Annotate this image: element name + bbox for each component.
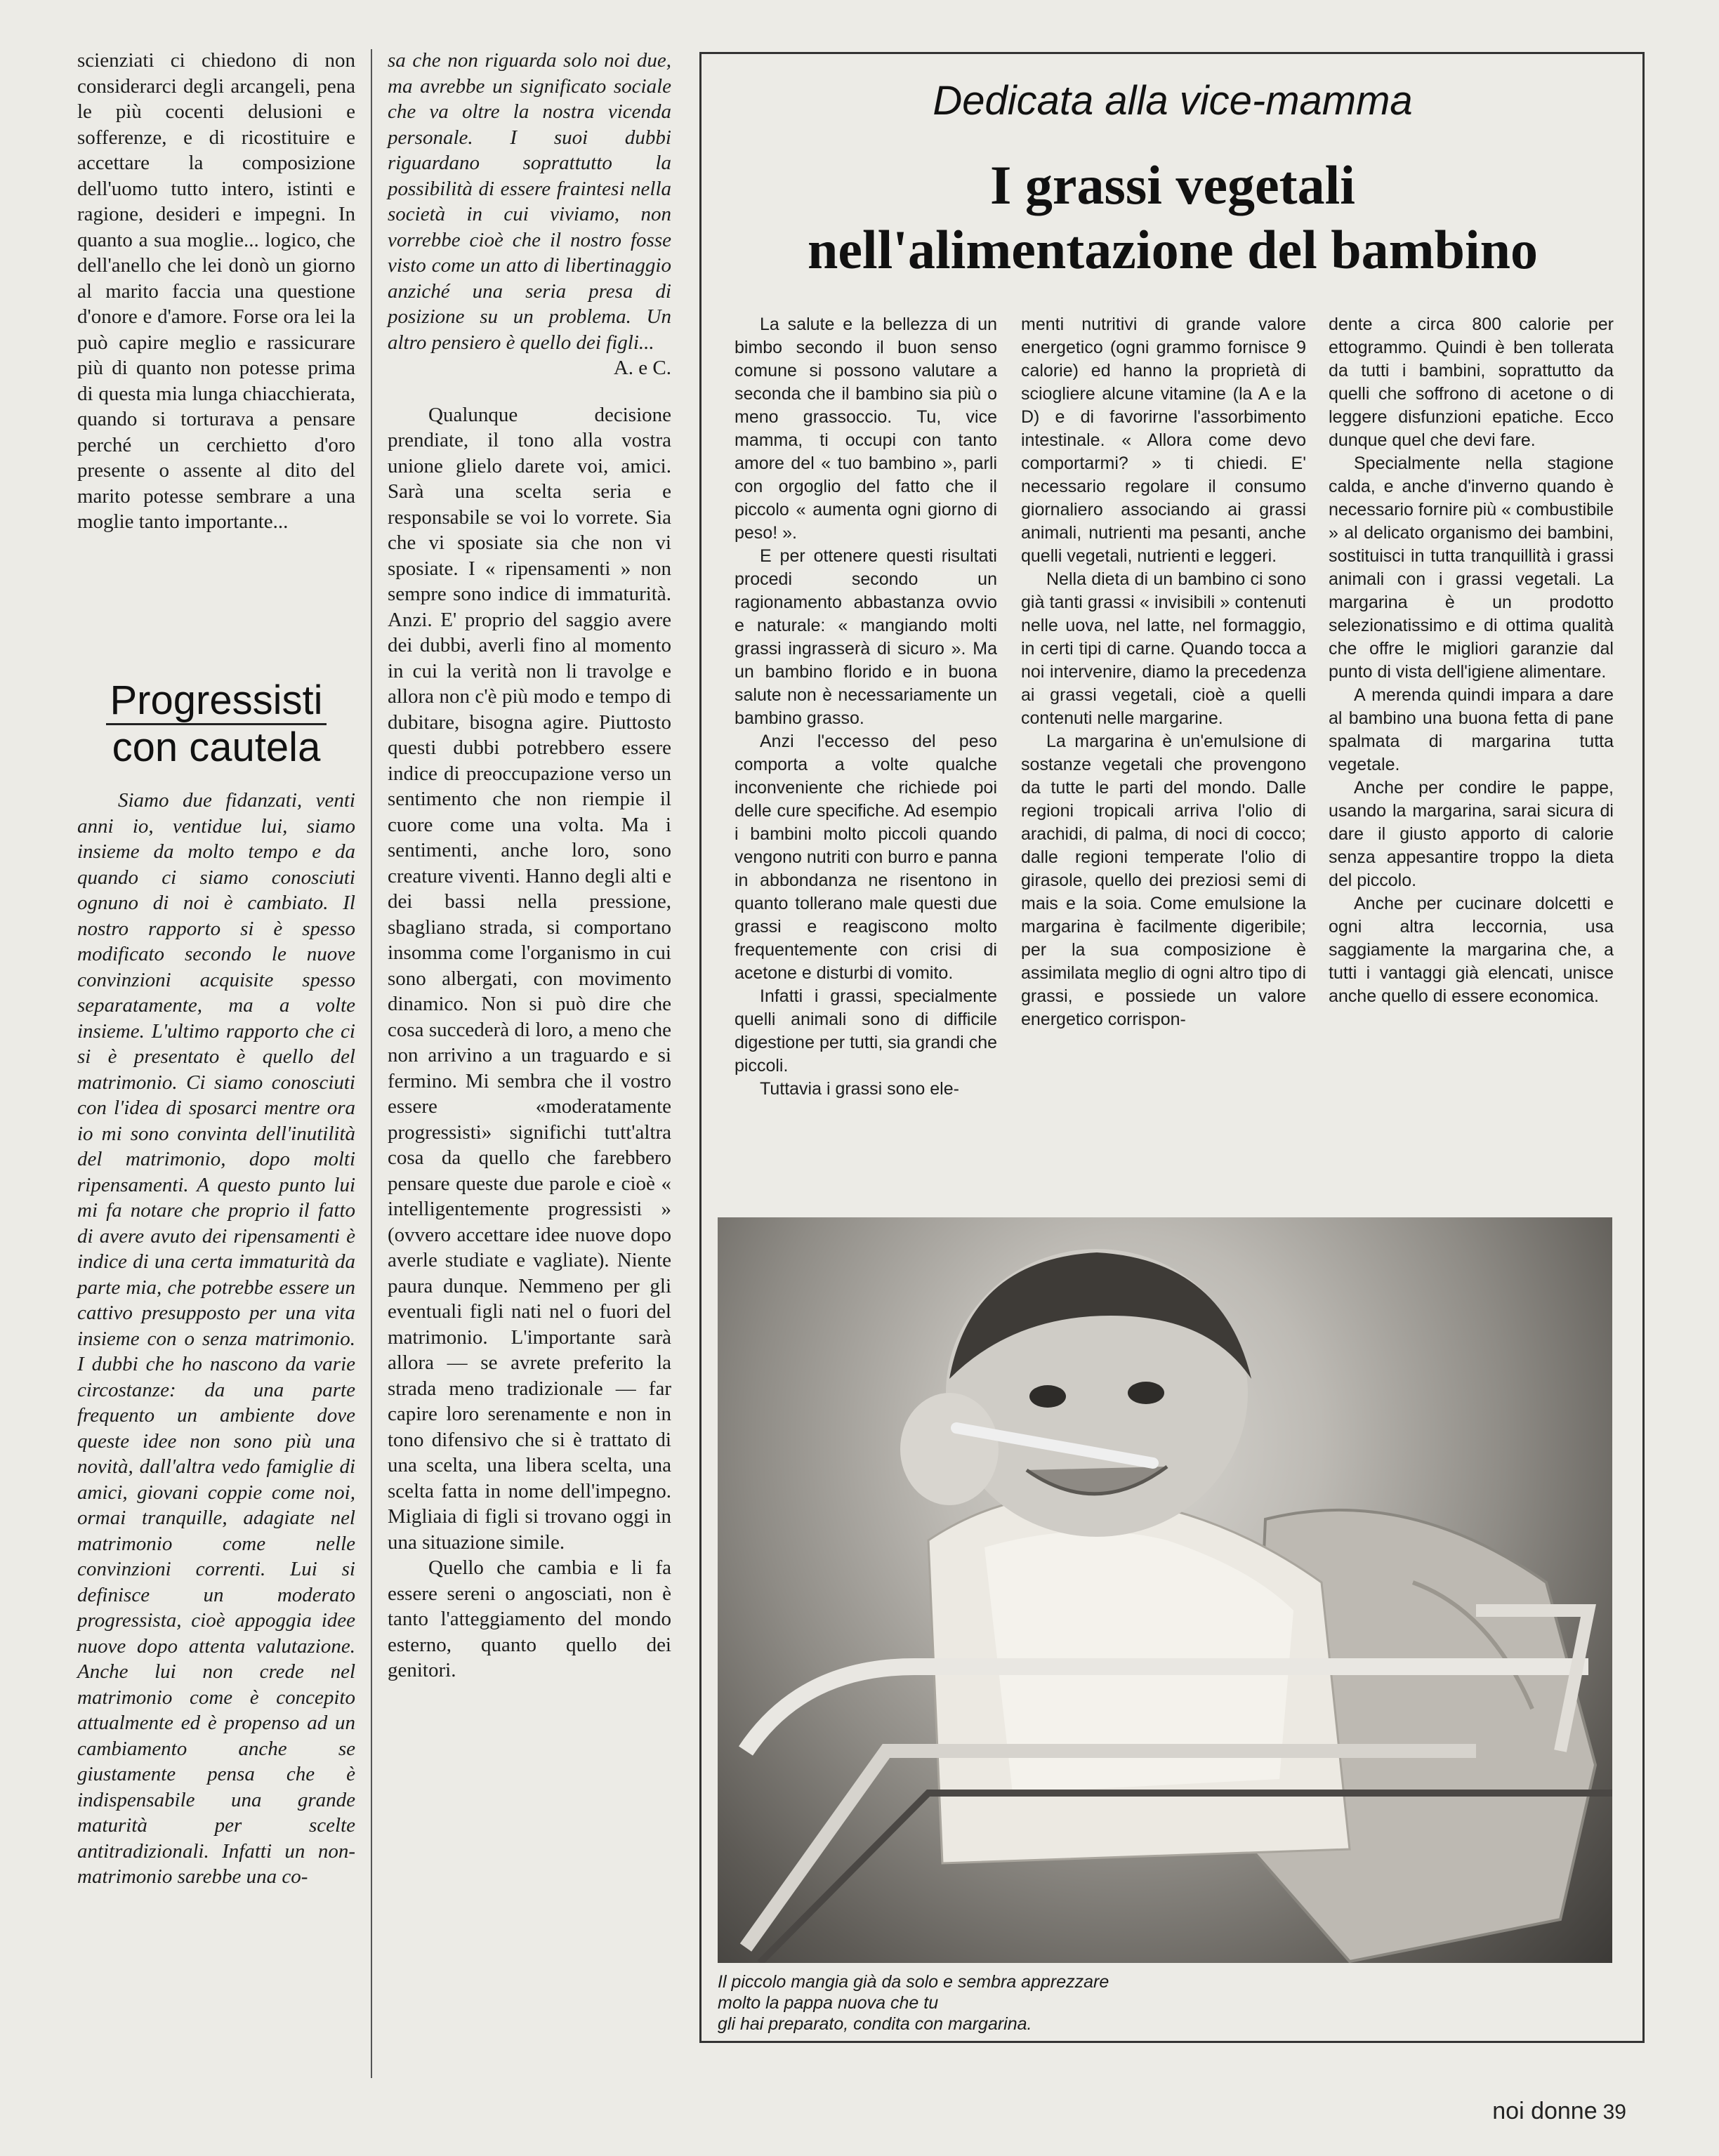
section-heading-line2: con cautela <box>112 725 321 770</box>
article-paragraph: E per ottenere questi risultati procedi secondo un ragionamento abbastanza ovvio e naturale: « mangiando molti grassi ingrasserà di sicuro ». Ma un bambino florido e in buona salute non è necessariamente un bambino grasso. <box>735 546 997 728</box>
caption-line1: Il piccolo mangia già da solo e sembra apprezzare <box>718 1972 1109 1992</box>
reply-paragraph-final: Quello che cambia e li fa essere sereni o angosciati, non è tanto l'atteggiamento del mondo esterno, quanto quello dei genitori. <box>388 1556 671 1681</box>
caption-line2: molto la pappa nuova che tu <box>718 1993 939 2013</box>
article-paragraph: Tuttavia i grassi sono ele- <box>760 1079 959 1099</box>
article-kicker: Dedicata alla vice-mamma <box>933 78 1413 124</box>
article-paragraph: Anzi l'eccesso del peso comporta a volte qualche inconveniente che richiede poi delle cure specifiche. Ad esempio i bambini molto piccoli quando vengono nutriti con burro e panna in abbondanza ne risentono in quanto tollerano male questi due grassi e reagiscono molto frequentemente con crisi di acetone e disturbi di vomito. <box>735 732 997 983</box>
article-paragraph: A merenda quindi impara a dare al bambino una buona fetta di pane spalmata di margarina tutta vegetale. <box>1329 685 1614 774</box>
letter-continuation: sa che non riguarda solo noi due, ma avrebbe un significato sociale che va oltre la nostra vicenda personale. I suoi dubbi riguardano soprattutto la possibilità di essere fraintesi nella società in cui viviamo, non vorrebbe cioè che il nostro fosse visto come un atto di libertinaggio anziché una seria presa di posizione su un problema. Un altro pensiero è quello dei figli... <box>388 49 671 354</box>
article-paragraph: dente a circa 800 calorie per ettogrammo. Quindi è ben tollerata da tutti i bambini, soprattutto da quelli che soffrono di acetone o di leggere disfunzioni epatiche. Ecco dunque quel che devi fare. <box>1329 315 1614 450</box>
photo-caption <box>718 1971 1560 2035</box>
column-1-letter <box>77 788 355 1890</box>
caption-line3: gli hai preparato, condita con margarina. <box>718 2014 1032 2034</box>
page-number: 39 <box>1602 2101 1626 2124</box>
baby-photo-illustration <box>718 1217 1612 1963</box>
article-column-b <box>1021 313 1306 1031</box>
baby-photo <box>718 1217 1612 1963</box>
article-paragraph: La margarina è un'emulsione di sostanze vegetali che provengono da tutte le parti del mondo. Dalle regioni tropicali arriva l'olio di arachidi, di palma, di noci di cocco; dalle regioni temperate l'olio di girasole, quello dei preziosi semi di mais e la soia. Come emulsione la margarina è facilmente digeribile; per la sua composizione è assimilata meglio di ogni altro tipo di grassi, e possiede un valore energetico corrispon- <box>1021 732 1306 1029</box>
headline-line2: nell'alimentazione del bambino <box>807 219 1539 280</box>
article-paragraph: Anche per cucinare dolcetti e ogni altra leccornia, usa saggiamente la margarina che, a tutti i vantaggi già elencati, unisce anche quello di essere economica. <box>1329 894 1614 1006</box>
column-divider <box>371 49 372 2078</box>
page-footer <box>1492 2098 1626 2125</box>
article-column-c <box>1329 313 1614 1008</box>
section-heading <box>77 678 355 770</box>
column-1 <box>77 48 355 535</box>
headline-line1: I grassi vegetali <box>990 154 1355 216</box>
article-paragraph: menti nutritivi di grande valore energetico (ogni grammo fornisce 9 calorie) ed hanno la proprietà di sciogliere alcune vitamine (la A e la D) e di favorirne l'assorbimento intestinale. « Allora come devo comportarmi? » ti chiedi. E' necessario regolare il consumo giornaliero associando ai grassi animali, nutrienti ma pesanti, anche quelli vegetali, nutrienti e leggeri. <box>1021 315 1306 566</box>
section-heading-line1: Progressisti <box>106 678 327 725</box>
article-headline <box>702 153 1643 282</box>
letter-paragraph: Siamo due fidanzati, venti anni io, ventidue lui, siamo insieme da molto tempo e da quando ci siamo conosciuti ognuno di noi è cambiato. Il nostro rapporto si è spesso modificato secondo le nuove convinzioni acquisite spesso separatamente, ma a volte insieme. L'ultimo rapporto che ci si è presentato è quello del matrimonio. Ci siamo conosciuti con l'idea di sposarci mentre ora io mi sono convinta dell'inutilità del matrimonio, dopo molti ripensamenti. A questo punto lui mi fa notare che proprio il fatto di avere avuto dei ripensamenti è indice di una certa immaturità da parte mia, che potrebbe essere un cattivo presupposto per una vita insieme con o senza matrimonio. I dubbi che ho nascono da varie circostanze: da una parte frequento un ambiente dove queste idee non sono più una novità, dall'altra vedo famiglie di amici, giovani coppie come noi, ormai tranquille, adagiate nel matrimonio come nelle convinzioni correnti. Lui si definisce un moderato progressista, cioè appoggia idee nuove dopo attenta valutazione. Anche lui non crede nel matrimonio come è concepito attualmente ed è propenso ad un cambiamento anche se giustamente pensa che è indispensabile una grande maturità per scelte antitradizionali. Infatti un non-matrimonio sarebbe una co- <box>77 789 355 1888</box>
article-paragraph: Specialmente nella stagione calda, e anche d'inverno quando è necessario fornire più « combustibile » al delicato organismo dei bambini, sostituisci in tutta tranquillità i grassi animali con i grassi vegetali. La margarina è un prodotto selezionatissimo e di ottima qualità che offre le migliori garanzie dal punto di vista dell'igiene alimentare. <box>1329 454 1614 682</box>
letter-signature: A. e C. <box>613 357 671 379</box>
article-column-a <box>735 313 997 1101</box>
reply-paragraph: Qualunque decisione prendiate, il tono alla vostra unione glielo darete voi, amici. Sarà una scelta seria e responsabile se voi lo vorrete. Sia che vi sposiate sia che non vi sposiate. I « ripensamenti » non sempre sono indice di immaturità. Anzi. E' proprio del saggio avere dei dubbi, averli fino al momento in cui la verità non li travolge e allora non c'è più modo e tempo di dubitare, bisogna agire. Piuttosto questi dubbi potrebbero essere indice di preoccupazione verso un sentimento che non riempie il cuore come una volta. Ma i sentimenti, anche loro, sono creature viventi. Hanno degli alti e dei bassi nella pressione, sbagliano strada, si comportano insomma come l'organismo in cui sono albergati, con movimento dinamico. Non si può dire che cosa succederà di loro, a meno che non arrivino a un traguardo e si fermino. Mi sembra che il vostro essere «moderatamente progressisti» significhi tutt'altra cosa da quello che farebbero pensare queste due parole e cioè « intelligentemente progressisti » (ovvero accettare idee nuove dopo averle studiate e vagliate). Niente paura dunque. Nemmeno per gli eventuali figli nati nel o fuori del matrimonio. L'importante sarà allora — se avrete preferito la strada meno tradizionale — far capire loro serenamente e non in tono difensivo che si è trattato di una scelta, una libera scelta, una scelta fatta in nome dell'impegno. Migliaia di figli si trovano oggi in una situazione simile. <box>388 403 671 1554</box>
reply-end-paragraph: scienziati ci chiedono di non considerarci degli arcangeli, pena le più cocenti delusioni e sofferenze, e di ricostituire e accettare la composizione dell'uomo tutto intero, istinti e ragione, desideri e impegni. In quanto a sua moglie... logico, che dell'anello che lei donò un giorno al marito faccia una questione d'onore e d'amore. Forse ora lei la può capire meglio e rassicurare più di quanto non potesse prima di questa mia lunga chiacchierata, quando si torturava a pensare perché un cerchietto d'oro presente o assente al dito del marito potesse sembrare a una moglie tanto importante... <box>77 49 355 533</box>
article-paragraph: Infatti i grassi, specialmente quelli animali sono di difficile digestione per tutti, sia grandi che piccoli. <box>735 986 997 1076</box>
magazine-name: noi donne <box>1492 2098 1598 2124</box>
article-paragraph: Nella dieta di un bambino ci sono già tanti grassi « invisibili » contenuti nelle uova, nel latte, nel formaggio, in certi tipi di carne. Quando tocca a noi intervenire, diamo la precedenza ai grassi vegetali, cioè a quelli contenuti nelle margarine. <box>1021 569 1306 728</box>
article-paragraph: Anche per condire le pappe, usando la margarina, sarai sicura di dare il giusto apporto di calorie senza appesantire troppo la dieta del piccolo. <box>1329 778 1614 890</box>
column-2 <box>388 48 671 1684</box>
article-paragraph: La salute e la bellezza di un bimbo secondo il buon senso comune si possono valutare a seconda che il bambino sia più o meno grassoccio. Tu, vice mamma, ti occupi con tanto amore del « tuo bambino », parli con orgoglio del fatto che il piccolo « aumenta ogni giorno di peso! ». <box>735 315 997 543</box>
